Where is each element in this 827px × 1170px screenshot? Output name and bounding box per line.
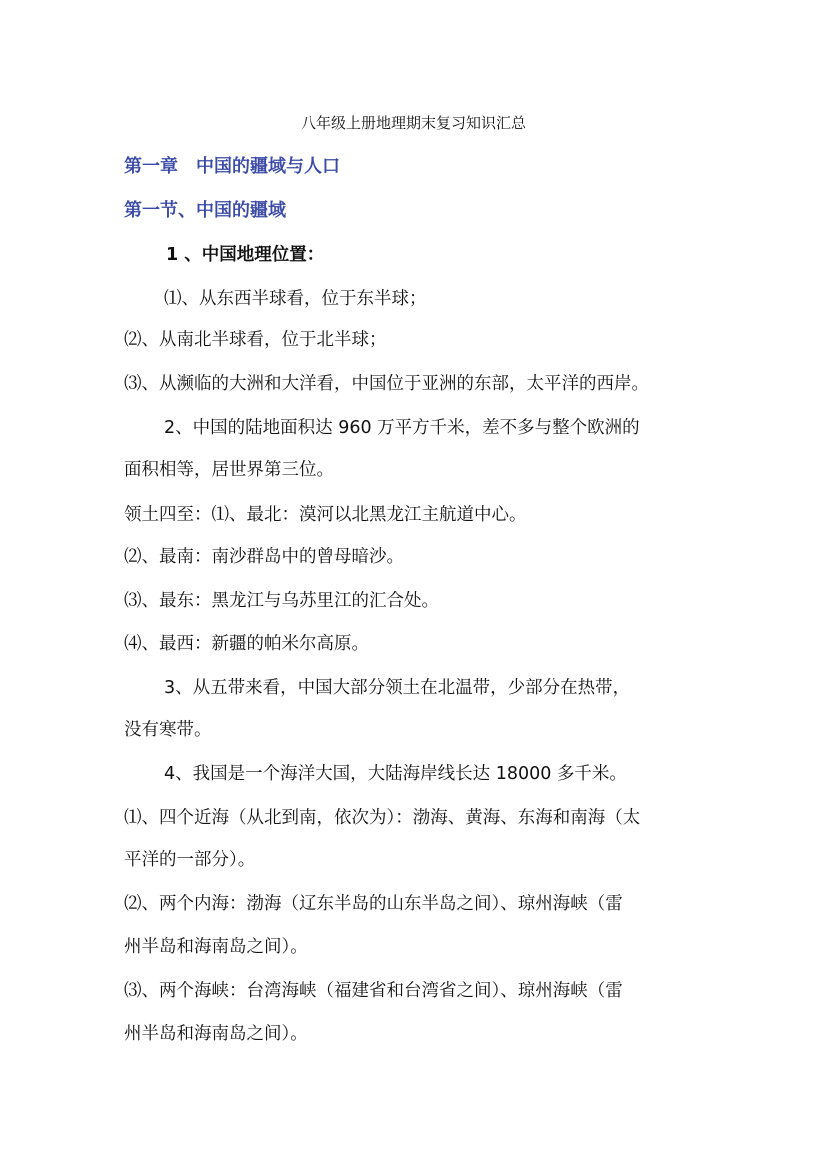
paragraph-line: ⑷、最西：新疆的帕米尔高原。 xyxy=(124,634,369,654)
paragraph-line: ⑵、两个内海：渤海（辽东半岛的山东半岛之间）、琼州海峡（雷 xyxy=(124,894,623,914)
paragraph-line: 3、从五带来看，中国大部分领土在北温带，少部分在热带， xyxy=(164,678,631,698)
paragraph-line: ⑴、从东西半球看，位于东半球； xyxy=(164,289,427,309)
section-heading: 第一节、中国的疆域 xyxy=(124,200,286,221)
document-title: 八年级上册地理期末复习知识汇总 xyxy=(300,114,526,132)
paragraph-line: 没有寒带。 xyxy=(124,720,212,740)
paragraph-line: 2、中国的陆地面积达 960 万平方千米，差不多与整个欧洲的 xyxy=(164,418,640,438)
paragraph-line: ⑵、最南：南沙群岛中的曾母暗沙。 xyxy=(124,547,404,567)
paragraph-line: ⑶、从濒临的大洲和大洋看，中国位于亚洲的东部，太平洋的西岸。 xyxy=(124,374,649,394)
paragraph-line: 面积相等，居世界第三位。 xyxy=(124,460,334,480)
paragraph-line: 4、我国是一个海洋大国，大陆海岸线长达 18000 多千米。 xyxy=(164,764,627,784)
paragraph-line: ⑵、从南北半球看，位于北半球； xyxy=(124,330,387,350)
paragraph-line: ⑴、四个近海（从北到南，依次为）：渤海、黄海、东海和南海（太 xyxy=(124,808,641,828)
paragraph-line: ⑶、两个海峡：台湾海峡（福建省和台湾省之间）、琼州海峡（雷 xyxy=(124,981,623,1001)
paragraph-line: 州半岛和海南岛之间）。 xyxy=(124,1024,308,1044)
chapter-heading: 第一章 中国的疆域与人口 xyxy=(124,156,340,177)
paragraph-line: 平洋的一部分）。 xyxy=(124,850,256,870)
item-heading-location: 1 、中国地理位置： xyxy=(166,245,325,265)
paragraph-line: 领土四至：⑴、最北：漠河以北黑龙江主航道中心。 xyxy=(124,505,527,525)
paragraph-line: 州半岛和海南岛之间）。 xyxy=(124,937,308,957)
paragraph-line: ⑶、最东：黑龙江与乌苏里江的汇合处。 xyxy=(124,591,439,611)
